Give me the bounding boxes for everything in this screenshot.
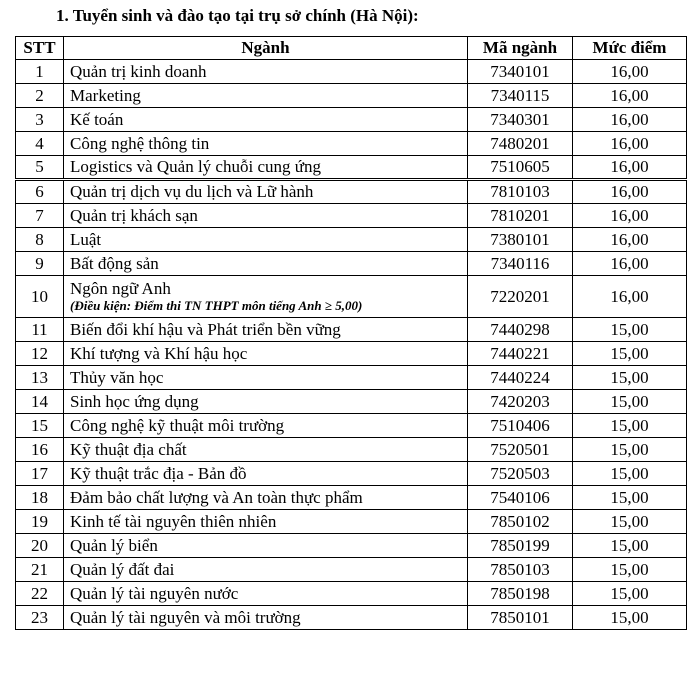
row-major-name bbox=[64, 534, 468, 558]
row-major-name bbox=[64, 414, 468, 438]
row-major-name bbox=[64, 510, 468, 534]
header-row bbox=[16, 37, 687, 60]
table-row bbox=[16, 156, 687, 180]
row-stt: 20 bbox=[16, 534, 64, 558]
row-major-code: 7810201 bbox=[468, 204, 573, 228]
table-row bbox=[16, 60, 687, 84]
row-score: 16,00 bbox=[573, 132, 687, 156]
row-stt: 15 bbox=[16, 414, 64, 438]
row-score: 15,00 bbox=[573, 414, 687, 438]
row-score: 16,00 bbox=[573, 156, 687, 180]
table-row bbox=[16, 366, 687, 390]
row-major-code: 7520503 bbox=[468, 462, 573, 486]
table-row bbox=[16, 228, 687, 252]
table-row bbox=[16, 108, 687, 132]
table-row bbox=[16, 414, 687, 438]
row-major-code: 7850103 bbox=[468, 558, 573, 582]
row-major-name bbox=[64, 582, 468, 606]
row-score: 16,00 bbox=[573, 180, 687, 204]
row-stt: 22 bbox=[16, 582, 64, 606]
row-major-code: 7510406 bbox=[468, 414, 573, 438]
row-major-code: 7440221 bbox=[468, 342, 573, 366]
row-major-name bbox=[64, 180, 468, 204]
major-name-text: Quản trị dịch vụ du lịch và Lữ hành bbox=[70, 182, 314, 201]
row-score: 15,00 bbox=[573, 366, 687, 390]
row-stt: 17 bbox=[16, 462, 64, 486]
row-stt: 9 bbox=[16, 252, 64, 276]
row-stt: 18 bbox=[16, 486, 64, 510]
row-score: 16,00 bbox=[573, 252, 687, 276]
table-header bbox=[16, 37, 687, 60]
row-score: 15,00 bbox=[573, 534, 687, 558]
row-stt: 12 bbox=[16, 342, 64, 366]
major-name-text: Luật bbox=[70, 229, 102, 249]
row-stt: 23 bbox=[16, 606, 64, 630]
table-row bbox=[16, 318, 687, 342]
row-major-code: 7440298 bbox=[468, 318, 573, 342]
row-major-code: 7850102 bbox=[468, 510, 573, 534]
major-condition-note: (Điều kiện: Điểm thi TN THPT môn tiếng Anh ≥ 5,00) bbox=[70, 297, 363, 313]
row-major-name bbox=[64, 438, 468, 462]
table-row bbox=[16, 84, 687, 108]
table-row bbox=[16, 534, 687, 558]
major-name-text: Bất động sản bbox=[70, 253, 159, 273]
row-major-code: 7340115 bbox=[468, 84, 573, 108]
table-row bbox=[16, 558, 687, 582]
row-major-code: 7810103 bbox=[468, 180, 573, 204]
row-major-code: 7340301 bbox=[468, 108, 573, 132]
row-score: 15,00 bbox=[573, 558, 687, 582]
table-row bbox=[16, 252, 687, 276]
section-heading: 1. Tuyển sinh và đào tạo tại trụ sở chính (Hà Nội): bbox=[56, 6, 419, 25]
major-name-text: Ngôn ngữ Anh bbox=[70, 278, 171, 298]
major-name-text: Sinh học ứng dụng bbox=[70, 391, 199, 411]
table-row bbox=[16, 606, 687, 630]
major-name-text: Biến đổi khí hậu và Phát triển bền vững bbox=[70, 319, 341, 339]
major-name-text: Đảm bảo chất lượng và An toàn thực phẩm bbox=[70, 487, 363, 507]
column-header-score: Mức điểm bbox=[573, 37, 687, 60]
row-major-name bbox=[64, 60, 468, 84]
column-header-name: Ngành bbox=[64, 37, 468, 60]
row-major-code: 7540106 bbox=[468, 486, 573, 510]
row-major-name bbox=[64, 390, 468, 414]
row-major-code: 7510605 bbox=[468, 156, 573, 180]
row-stt: 2 bbox=[16, 84, 64, 108]
row-major-code: 7850198 bbox=[468, 582, 573, 606]
table-row bbox=[16, 342, 687, 366]
row-major-name bbox=[64, 228, 468, 252]
row-major-code: 7340116 bbox=[468, 252, 573, 276]
major-name-text: Kế toán bbox=[70, 109, 124, 129]
table-row bbox=[16, 204, 687, 228]
major-name-text: Kinh tế tài nguyên thiên nhiên bbox=[70, 511, 277, 531]
major-name-text: Quản trị kinh doanh bbox=[70, 61, 207, 81]
row-stt: 7 bbox=[16, 204, 64, 228]
row-major-name bbox=[64, 606, 468, 630]
row-stt: 10 bbox=[16, 276, 64, 318]
row-score: 15,00 bbox=[573, 462, 687, 486]
row-score: 15,00 bbox=[573, 486, 687, 510]
major-name-text: Quản lý biển bbox=[70, 535, 158, 555]
table-row bbox=[16, 180, 687, 204]
row-stt: 3 bbox=[16, 108, 64, 132]
table-row bbox=[16, 486, 687, 510]
table-row bbox=[16, 510, 687, 534]
major-name-text: Công nghệ thông tin bbox=[70, 133, 210, 153]
row-score: 15,00 bbox=[573, 318, 687, 342]
major-name-text: Thủy văn học bbox=[70, 367, 164, 387]
row-stt: 4 bbox=[16, 132, 64, 156]
table-row bbox=[16, 276, 687, 318]
row-stt: 14 bbox=[16, 390, 64, 414]
row-major-name bbox=[64, 204, 468, 228]
row-major-name bbox=[64, 84, 468, 108]
row-major-code: 7440224 bbox=[468, 366, 573, 390]
row-score: 15,00 bbox=[573, 390, 687, 414]
row-major-name bbox=[64, 486, 468, 510]
table-body bbox=[16, 60, 687, 630]
row-score: 16,00 bbox=[573, 84, 687, 108]
row-score: 16,00 bbox=[573, 204, 687, 228]
row-score: 15,00 bbox=[573, 438, 687, 462]
row-major-name bbox=[64, 366, 468, 390]
major-name-text: Quản lý tài nguyên nước bbox=[70, 583, 239, 603]
major-name-text: Quản trị khách sạn bbox=[70, 205, 198, 225]
major-name-text: Quản lý đất đai bbox=[70, 559, 175, 579]
row-score: 15,00 bbox=[573, 342, 687, 366]
major-name-text: Công nghệ kỹ thuật môi trường bbox=[70, 415, 285, 435]
row-major-code: 7850101 bbox=[468, 606, 573, 630]
row-stt: 19 bbox=[16, 510, 64, 534]
admission-scores-table bbox=[15, 36, 687, 630]
row-stt: 11 bbox=[16, 318, 64, 342]
row-score: 16,00 bbox=[573, 276, 687, 318]
row-major-code: 7340101 bbox=[468, 60, 573, 84]
major-name-text: Khí tượng và Khí hậu học bbox=[70, 343, 248, 363]
row-score: 15,00 bbox=[573, 582, 687, 606]
column-header-stt: STT bbox=[16, 37, 64, 60]
row-major-name bbox=[64, 132, 468, 156]
row-stt: 1 bbox=[16, 60, 64, 84]
row-major-code: 7380101 bbox=[468, 228, 573, 252]
row-stt: 6 bbox=[16, 180, 64, 204]
row-major-code: 7420203 bbox=[468, 390, 573, 414]
row-major-name bbox=[64, 462, 468, 486]
row-major-name bbox=[64, 558, 468, 582]
column-header-code: Mã ngành bbox=[468, 37, 573, 60]
row-score: 16,00 bbox=[573, 108, 687, 132]
table-row bbox=[16, 582, 687, 606]
major-name-text: Quản lý tài nguyên và môi trường bbox=[70, 607, 301, 627]
row-score: 16,00 bbox=[573, 228, 687, 252]
row-major-name bbox=[64, 318, 468, 342]
major-name-text: Logistics và Quản lý chuỗi cung ứng bbox=[70, 157, 321, 176]
row-major-code: 7850199 bbox=[468, 534, 573, 558]
row-major-code: 7480201 bbox=[468, 132, 573, 156]
row-stt: 13 bbox=[16, 366, 64, 390]
row-stt: 21 bbox=[16, 558, 64, 582]
row-score: 15,00 bbox=[573, 606, 687, 630]
row-stt: 8 bbox=[16, 228, 64, 252]
major-name-text: Marketing bbox=[70, 85, 141, 105]
row-major-name bbox=[64, 156, 468, 180]
row-major-name bbox=[64, 276, 468, 318]
row-score: 15,00 bbox=[573, 510, 687, 534]
row-major-code: 7520501 bbox=[468, 438, 573, 462]
row-major-name bbox=[64, 252, 468, 276]
major-name-text: Kỹ thuật địa chất bbox=[70, 439, 187, 459]
table-row bbox=[16, 132, 687, 156]
table-row bbox=[16, 438, 687, 462]
major-name-text: Kỹ thuật trắc địa - Bản đồ bbox=[70, 463, 247, 483]
row-major-name bbox=[64, 108, 468, 132]
table-row bbox=[16, 462, 687, 486]
row-stt: 5 bbox=[16, 156, 64, 180]
row-score: 16,00 bbox=[573, 60, 687, 84]
row-major-name bbox=[64, 342, 468, 366]
table-row bbox=[16, 390, 687, 414]
row-stt: 16 bbox=[16, 438, 64, 462]
row-major-code: 7220201 bbox=[468, 276, 573, 318]
